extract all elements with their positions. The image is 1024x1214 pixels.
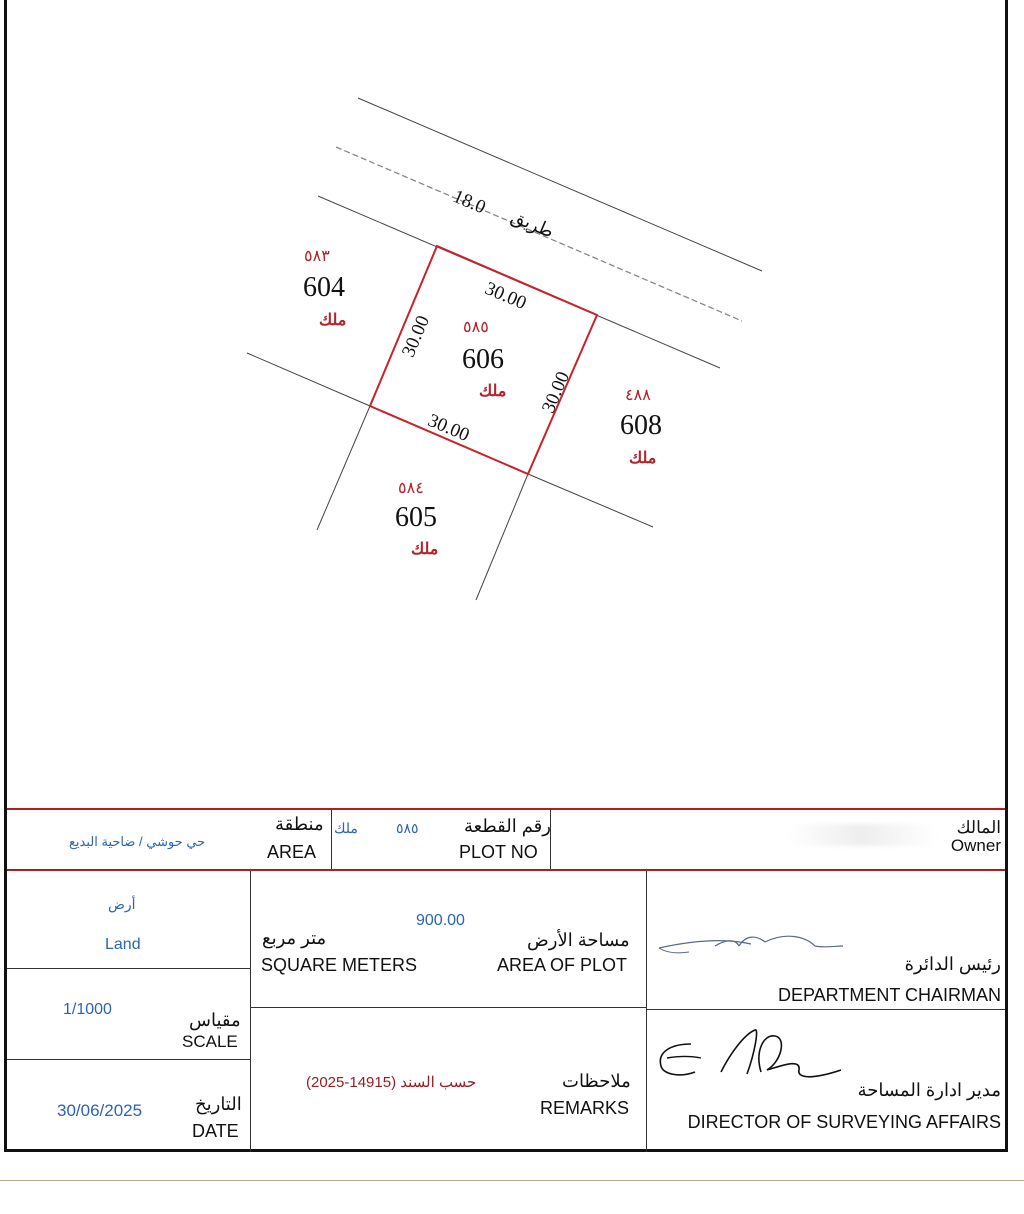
plot-area-unit-en: SQUARE METERS bbox=[261, 955, 418, 975]
plot-area-value: 900.00 bbox=[416, 912, 465, 929]
neighbor-608-number: 608 bbox=[620, 410, 662, 441]
dimension-top: 30.00 bbox=[481, 278, 530, 315]
page-bottom-rule bbox=[0, 1180, 1024, 1181]
owner-label-ar: المالك bbox=[956, 818, 1001, 837]
neighbor-608-arabic-number: ٤٨٨ bbox=[625, 387, 651, 404]
neighbor-605-type: ملك bbox=[411, 541, 439, 558]
plot-area-label-en: AREA OF PLOT bbox=[497, 955, 628, 975]
body-divider-1 bbox=[250, 871, 251, 1152]
parcel-line-s bbox=[476, 474, 528, 600]
parcel-line-west bbox=[247, 353, 370, 406]
neighbor-605-number: 605 bbox=[395, 502, 437, 533]
plot-no-label-ar: رقم القطعة bbox=[464, 816, 551, 836]
neighbor-605-arabic-number: ٥٨٤ bbox=[398, 480, 424, 497]
road-edge-outer bbox=[358, 98, 762, 271]
owner-label-en: Owner bbox=[950, 836, 1001, 855]
plot-area-label-ar: مساحة الأرض bbox=[527, 930, 630, 950]
remarks-label-en: REMARKS bbox=[540, 1098, 630, 1118]
plot-area-unit-ar: متر مربع bbox=[262, 928, 327, 948]
dimension-left: 30.00 bbox=[398, 312, 435, 361]
chairman-label-en: DEPARTMENT CHAIRMAN bbox=[777, 985, 1001, 1005]
info-table bbox=[7, 808, 1005, 1152]
table-header-rule bbox=[7, 869, 1005, 871]
director-label-en: DIRECTOR OF SURVEYING AFFAIRS bbox=[687, 1112, 1001, 1132]
date-value: 30/06/2025 bbox=[57, 1101, 143, 1120]
body-divider-2 bbox=[646, 871, 647, 1152]
neighbor-604-arabic-number: ٥٨٣ bbox=[304, 248, 330, 265]
dimension-right: 30.00 bbox=[538, 368, 575, 417]
scale-label-en: SCALE bbox=[182, 1032, 238, 1051]
date-label-ar: التاريخ bbox=[195, 1094, 242, 1114]
area-label-ar: منطقة bbox=[275, 814, 324, 834]
dimension-bottom: 30.00 bbox=[424, 410, 473, 447]
land-type-ar: أرض bbox=[108, 896, 136, 912]
plot-no-label-en: PLOT NO bbox=[459, 842, 538, 862]
middle-rule bbox=[250, 1007, 646, 1008]
area-value: حي حوشي / ضاحية البديع bbox=[69, 834, 206, 849]
subject-plot-type: ملك bbox=[479, 383, 507, 400]
subject-plot-arabic-number: ٥٨٥ bbox=[463, 319, 489, 336]
plot-no-type: ملك bbox=[334, 820, 358, 836]
neighbor-608-type: ملك bbox=[629, 450, 657, 467]
parcel-line-se bbox=[528, 474, 653, 527]
remarks-value bbox=[306, 1073, 476, 1091]
parcel-line-sw bbox=[317, 406, 370, 530]
area-label-en: AREA bbox=[267, 842, 317, 862]
chairman-label-ar: رئيس الدائرة bbox=[904, 954, 1001, 974]
scale-label-ar: مقياس bbox=[189, 1010, 241, 1030]
remarks-label-ar: ملاحظات bbox=[562, 1071, 631, 1091]
right-rule bbox=[646, 1009, 1005, 1010]
director-label-ar: مدير ادارة المساحة bbox=[857, 1080, 1001, 1100]
neighbor-604-type: ملك bbox=[319, 312, 347, 329]
scale-value: 1/1000 bbox=[63, 1001, 112, 1018]
table-top-rule bbox=[7, 808, 1005, 810]
header-divider-1 bbox=[331, 810, 332, 869]
chairman-signature bbox=[655, 926, 845, 966]
road-width-label: 18.0 bbox=[449, 186, 489, 219]
subject-plot-number: 606 bbox=[462, 344, 504, 375]
road-label: طريق bbox=[508, 206, 557, 242]
director-signature bbox=[651, 1022, 841, 1092]
owner-value-redacted bbox=[787, 824, 937, 846]
left-rule-2 bbox=[7, 1059, 250, 1060]
land-type-en: Land bbox=[105, 936, 141, 953]
date-label-en: DATE bbox=[192, 1121, 239, 1141]
remarks-value-text: حسب السند (14915-2025) bbox=[306, 1074, 477, 1091]
neighbor-604-number: 604 bbox=[303, 272, 345, 303]
left-rule-1 bbox=[7, 968, 250, 969]
plot-no-value: ٥٨٥ bbox=[396, 820, 419, 836]
